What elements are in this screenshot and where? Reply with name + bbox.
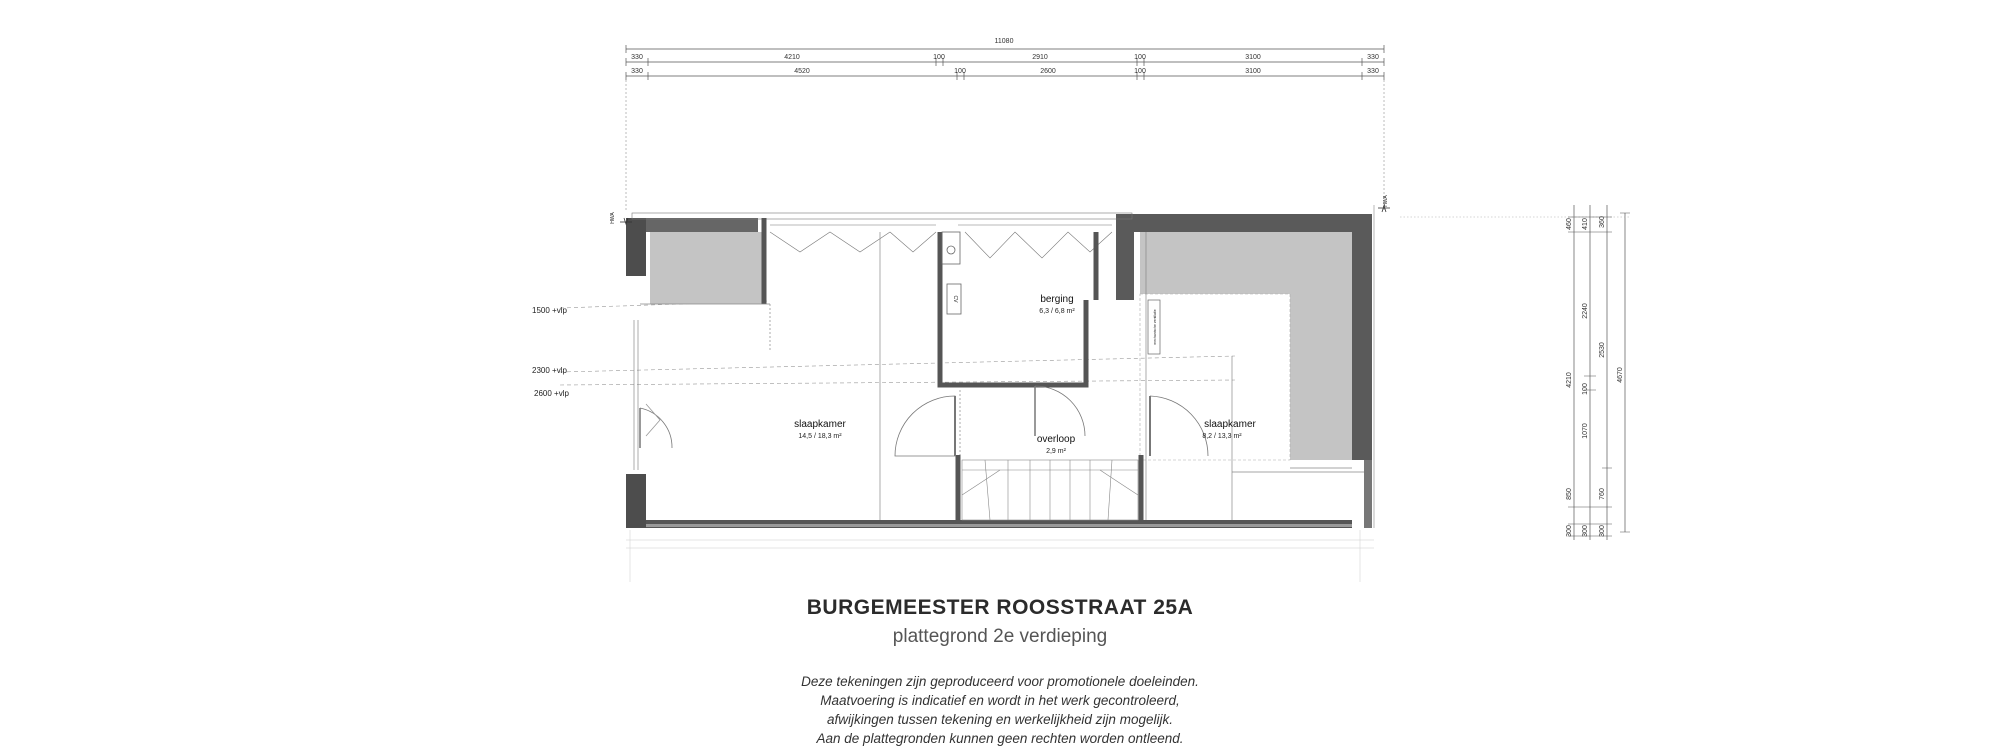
roof-area-left [650,232,766,304]
dim-c2-5: 300 [1582,525,1589,537]
dim-c1-3: 850 [1566,488,1573,500]
room-name-slaapkamer-left: slaapkamer [794,419,846,430]
dim-overall: 11080 [994,38,1014,45]
dim-r1-6: 3100 [1245,54,1261,61]
disclaimer-text [600,672,1400,748]
top-dimension-labels [631,38,1379,75]
dim-c1-2: 4210 [1566,372,1573,388]
hwa-label-right: HWA [1383,195,1389,207]
staircase [962,460,1138,520]
cv-label: CV [952,295,958,303]
disclaimer-line-2: Maatvoering is indicatief en wordt in het werk gecontroleerd, [820,693,1180,708]
dim-r1-3: 100 [933,54,945,61]
title-block [600,596,1400,748]
bottom-sill-lines [626,530,1374,582]
top-dimension-lines [626,45,1384,212]
dim-c3-2: 2530 [1599,342,1606,358]
disclaimer-line-3: afwijkingen tussen tekening en werkelijkheid zijn mogelijk. [827,712,1173,727]
dim-c1-4: 300 [1566,525,1573,537]
vent-label: mechanische ventilatie [1153,309,1157,345]
room-name-overloop: overloop [1036,434,1076,445]
level-label-1500: 1500 +vlp [532,306,567,315]
dim-r1-2: 4210 [784,54,800,61]
level-label-2300: 2300 +vlp [532,366,567,375]
dim-r2-3: 100 [954,68,966,75]
drawing-subtitle: plattegrond 2e verdieping [892,626,1108,647]
room-area-slaapkamer-left: 14,5 / 18,3 m² [798,433,842,440]
room-area-overloop: 2,9 m² [1046,448,1066,455]
dim-r2-4: 2600 [1040,68,1056,75]
level-label-2600: 2600 +vlp [534,389,569,398]
disclaimer-line-1: Deze tekeningen zijn geproduceerd voor promotionele doeleinden. [801,674,1199,689]
dim-r2-2: 4520 [794,68,810,75]
room-area-slaapkamer-right: 8,2 / 13,3 m² [1202,433,1242,440]
dim-r1-1: 330 [631,54,643,61]
dim-r1-4: 2910 [1032,54,1048,61]
level-lines [560,301,1235,385]
right-dimension-lines [1400,205,1630,540]
dim-c1-1: 460 [1566,218,1573,230]
disclaimer-line-4: Aan de plattegronden kunnen geen rechten worden ontleend. [816,731,1184,746]
dim-r2-7: 330 [1367,68,1379,75]
dim-r1-7: 330 [1367,54,1379,61]
room-area-berging: 6,3 / 6,8 m² [1039,308,1075,315]
room-name-slaapkamer-right: slaapkamer [1204,419,1256,430]
dim-r2-1: 330 [631,68,643,75]
dim-c3-4: 300 [1599,525,1606,537]
right-dimension-labels [1566,216,1624,537]
project-title: BURGEMEESTER ROOSSTRAAT 25A [806,596,1194,619]
dim-c4-1: 4670 [1617,367,1624,383]
dim-c2-2: 2240 [1582,303,1589,319]
dim-c2-4: 1070 [1582,423,1589,439]
dim-r2-6: 3100 [1245,68,1261,75]
dim-c3-1: 360 [1599,216,1606,228]
dim-r1-5: 100 [1134,54,1146,61]
hwa-label-left: HWA [610,212,616,224]
room-name-berging: berging [1040,294,1074,305]
doors [640,386,1208,456]
dim-c2-3: 100 [1582,383,1589,395]
dim-c2-1: 410 [1582,218,1589,230]
dim-r2-5: 100 [1134,68,1146,75]
dim-c3-3: 760 [1599,488,1606,500]
